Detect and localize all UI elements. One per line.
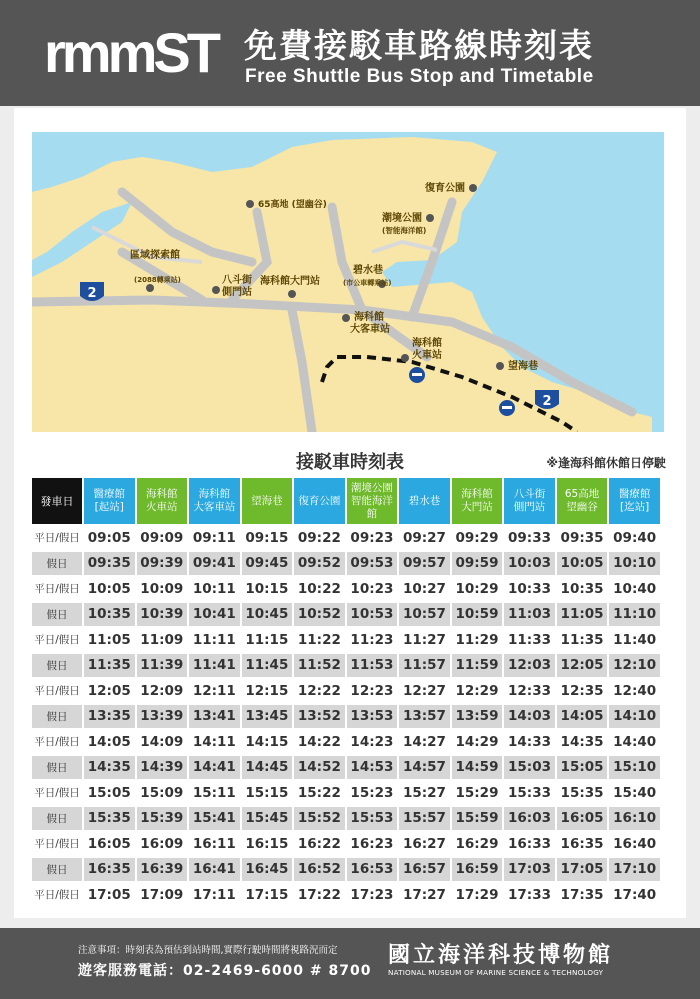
time-cell: 10:52 xyxy=(294,603,345,627)
service-day-cell: 平日/假日 xyxy=(32,679,82,703)
time-cell: 15:33 xyxy=(504,781,555,805)
stop-label-chaojing-sub: (智能海洋館) xyxy=(382,226,427,235)
table-row xyxy=(32,807,660,831)
service-day-cell: 假日 xyxy=(32,705,82,729)
time-cell: 16:40 xyxy=(609,832,660,856)
table-row xyxy=(32,552,660,576)
time-cell: 17:23 xyxy=(347,883,398,907)
time-cell: 11:45 xyxy=(242,654,293,678)
timetable-note: ※逢海科館休館日停駛 xyxy=(546,456,666,470)
time-cell: 15:52 xyxy=(294,807,345,831)
time-cell: 16:39 xyxy=(137,858,188,882)
time-cell: 10:53 xyxy=(347,603,398,627)
time-cell: 09:09 xyxy=(137,526,188,550)
time-cell: 11:39 xyxy=(137,654,188,678)
time-cell: 15:03 xyxy=(504,756,555,780)
time-cell: 16:05 xyxy=(84,832,135,856)
timetable xyxy=(30,476,662,909)
time-cell: 16:52 xyxy=(294,858,345,882)
time-cell: 11:09 xyxy=(137,628,188,652)
time-cell: 14:23 xyxy=(347,730,398,754)
time-cell: 14:03 xyxy=(504,705,555,729)
time-cell: 10:09 xyxy=(137,577,188,601)
service-day-cell: 假日 xyxy=(32,858,82,882)
time-cell: 15:11 xyxy=(189,781,240,805)
stop-label-gate: 海科館大門站 xyxy=(260,276,320,287)
time-cell: 14:53 xyxy=(347,756,398,780)
stop-label-train2: 火車站 xyxy=(412,350,442,361)
time-cell: 13:35 xyxy=(84,705,135,729)
column-header: 海科館 大門站 xyxy=(452,478,503,524)
time-cell: 16:03 xyxy=(504,807,555,831)
time-cell: 14:39 xyxy=(137,756,188,780)
time-cell: 15:41 xyxy=(189,807,240,831)
time-cell: 11:53 xyxy=(347,654,398,678)
svg-text:2: 2 xyxy=(87,286,97,301)
time-cell: 17:03 xyxy=(504,858,555,882)
time-cell: 09:41 xyxy=(189,552,240,576)
column-header: 碧水巷 xyxy=(399,478,450,524)
time-cell: 14:35 xyxy=(84,756,135,780)
time-cell: 16:09 xyxy=(137,832,188,856)
time-cell: 10:10 xyxy=(609,552,660,576)
column-header: 海科館 火車站 xyxy=(137,478,188,524)
timetable-title: 接駁車時刻表 xyxy=(296,452,404,473)
time-cell: 14:45 xyxy=(242,756,293,780)
time-cell: 10:57 xyxy=(399,603,450,627)
time-cell: 11:22 xyxy=(294,628,345,652)
time-cell: 11:05 xyxy=(557,603,608,627)
timetable-body xyxy=(32,526,660,907)
service-day-cell: 假日 xyxy=(32,654,82,678)
time-cell: 15:10 xyxy=(609,756,660,780)
table-row xyxy=(32,628,660,652)
time-cell: 09:23 xyxy=(347,526,398,550)
time-cell: 09:15 xyxy=(242,526,293,550)
time-cell: 10:40 xyxy=(609,577,660,601)
time-cell: 10:35 xyxy=(84,603,135,627)
time-cell: 12:11 xyxy=(189,679,240,703)
time-cell: 15:23 xyxy=(347,781,398,805)
time-cell: 16:15 xyxy=(242,832,293,856)
stop-label-chaojing: 潮境公園 xyxy=(382,213,422,224)
time-cell: 14:10 xyxy=(609,705,660,729)
table-row xyxy=(32,781,660,805)
train-station-icon xyxy=(499,400,515,416)
time-cell: 16:05 xyxy=(557,807,608,831)
train-station-icon xyxy=(409,367,425,383)
time-cell: 11:11 xyxy=(189,628,240,652)
table-row xyxy=(32,883,660,907)
time-cell: 16:59 xyxy=(452,858,503,882)
table-row xyxy=(32,858,660,882)
table-row xyxy=(32,526,660,550)
time-cell: 15:09 xyxy=(137,781,188,805)
time-cell: 10:39 xyxy=(137,603,188,627)
stop-label-bishui-sub: (市公車轉乘站) xyxy=(343,279,392,287)
service-day-cell: 假日 xyxy=(32,807,82,831)
service-day-cell: 平日/假日 xyxy=(32,577,82,601)
time-cell: 09:05 xyxy=(84,526,135,550)
time-cell: 11:33 xyxy=(504,628,555,652)
time-cell: 10:27 xyxy=(399,577,450,601)
time-cell: 16:27 xyxy=(399,832,450,856)
time-cell: 11:05 xyxy=(84,628,135,652)
footer-note: 注意事項：時刻表為預估到站時間,實際行駛時間將視路況而定 xyxy=(78,945,338,956)
logo-text: rmmST xyxy=(44,22,217,84)
stop-label-bishui: 碧水巷 xyxy=(353,265,383,276)
time-cell: 09:29 xyxy=(452,526,503,550)
time-cell: 17:33 xyxy=(504,883,555,907)
time-cell: 14:33 xyxy=(504,730,555,754)
time-cell: 10:23 xyxy=(347,577,398,601)
table-row xyxy=(32,705,660,729)
service-day-cell: 平日/假日 xyxy=(32,730,82,754)
time-cell: 11:10 xyxy=(609,603,660,627)
time-cell: 09:45 xyxy=(242,552,293,576)
stop-label-coach2: 大客車站 xyxy=(350,324,390,335)
table-row xyxy=(32,730,660,754)
time-cell: 16:41 xyxy=(189,858,240,882)
time-cell: 09:33 xyxy=(504,526,555,550)
footer-museum-name-en: NATIONAL MUSEUM OF MARINE SCIENCE & TECHNOLOGY xyxy=(388,968,604,977)
time-cell: 10:33 xyxy=(504,577,555,601)
time-cell: 10:05 xyxy=(557,552,608,576)
time-cell: 16:29 xyxy=(452,832,503,856)
table-row xyxy=(32,832,660,856)
time-cell: 11:23 xyxy=(347,628,398,652)
time-cell: 16:35 xyxy=(84,858,135,882)
column-header: 望海巷 xyxy=(242,478,293,524)
time-cell: 14:35 xyxy=(557,730,608,754)
time-cell: 14:40 xyxy=(609,730,660,754)
table-row xyxy=(32,603,660,627)
time-cell: 11:27 xyxy=(399,628,450,652)
time-cell: 17:05 xyxy=(84,883,135,907)
time-cell: 14:52 xyxy=(294,756,345,780)
time-cell: 10:35 xyxy=(557,577,608,601)
service-day-cell: 假日 xyxy=(32,756,82,780)
service-day-cell: 平日/假日 xyxy=(32,628,82,652)
time-cell: 16:53 xyxy=(347,858,398,882)
time-cell: 10:45 xyxy=(242,603,293,627)
time-cell: 09:22 xyxy=(294,526,345,550)
time-cell: 11:15 xyxy=(242,628,293,652)
time-cell: 14:41 xyxy=(189,756,240,780)
time-cell: 11:35 xyxy=(557,628,608,652)
time-cell: 13:57 xyxy=(399,705,450,729)
time-cell: 17:05 xyxy=(557,858,608,882)
time-cell: 15:27 xyxy=(399,781,450,805)
stop-label-badou2: 側門站 xyxy=(222,287,252,298)
time-cell: 11:35 xyxy=(84,654,135,678)
time-cell: 16:22 xyxy=(294,832,345,856)
column-header: 醫療館 [起站] xyxy=(84,478,135,524)
time-cell: 16:10 xyxy=(609,807,660,831)
service-day-cell: 平日/假日 xyxy=(32,832,82,856)
time-cell: 11:40 xyxy=(609,628,660,652)
time-cell: 15:35 xyxy=(84,807,135,831)
time-cell: 15:05 xyxy=(557,756,608,780)
time-cell: 14:11 xyxy=(189,730,240,754)
time-cell: 09:27 xyxy=(399,526,450,550)
time-cell: 15:40 xyxy=(609,781,660,805)
time-cell: 17:27 xyxy=(399,883,450,907)
time-cell: 15:59 xyxy=(452,807,503,831)
time-cell: 13:59 xyxy=(452,705,503,729)
time-cell: 17:22 xyxy=(294,883,345,907)
time-cell: 16:57 xyxy=(399,858,450,882)
stop-label-badou1: 八斗街 xyxy=(222,275,252,286)
route-2-shield-east xyxy=(535,390,559,409)
time-cell: 10:05 xyxy=(84,577,135,601)
time-cell: 10:03 xyxy=(504,552,555,576)
time-cell: 09:53 xyxy=(347,552,398,576)
time-cell: 16:35 xyxy=(557,832,608,856)
footer-phone: 遊客服務電話：02-2469-6000 # 8700 xyxy=(78,963,372,979)
time-cell: 09:35 xyxy=(84,552,135,576)
time-cell: 16:23 xyxy=(347,832,398,856)
time-cell: 13:45 xyxy=(242,705,293,729)
museum-logo xyxy=(44,22,230,84)
column-header: 八斗街 側門站 xyxy=(504,478,555,524)
svg-text:2: 2 xyxy=(542,394,552,409)
time-cell: 09:59 xyxy=(452,552,503,576)
time-cell: 12:03 xyxy=(504,654,555,678)
time-cell: 13:39 xyxy=(137,705,188,729)
time-cell: 14:27 xyxy=(399,730,450,754)
time-cell: 09:35 xyxy=(557,526,608,550)
time-cell: 16:33 xyxy=(504,832,555,856)
service-day-cell: 假日 xyxy=(32,552,82,576)
time-cell: 09:52 xyxy=(294,552,345,576)
time-cell: 17:40 xyxy=(609,883,660,907)
timetable-header-row xyxy=(32,478,660,524)
time-cell: 15:05 xyxy=(84,781,135,805)
table-row xyxy=(32,679,660,703)
time-cell: 12:35 xyxy=(557,679,608,703)
time-cell: 09:57 xyxy=(399,552,450,576)
time-cell: 15:35 xyxy=(557,781,608,805)
service-day-cell: 平日/假日 xyxy=(32,526,82,550)
time-cell: 17:10 xyxy=(609,858,660,882)
time-cell: 17:35 xyxy=(557,883,608,907)
time-cell: 10:11 xyxy=(189,577,240,601)
time-cell: 13:53 xyxy=(347,705,398,729)
stop-label-area1: 區域探索館 xyxy=(130,250,180,261)
time-cell: 11:52 xyxy=(294,654,345,678)
service-day-cell: 平日/假日 xyxy=(32,781,82,805)
column-header: 海科館 大客車站 xyxy=(189,478,240,524)
time-cell: 14:05 xyxy=(84,730,135,754)
column-header: 醫療館 [迄站] xyxy=(609,478,660,524)
time-cell: 12:05 xyxy=(557,654,608,678)
stop-label-yongde: 復育公園 xyxy=(425,183,465,194)
time-cell: 09:39 xyxy=(137,552,188,576)
time-cell: 14:09 xyxy=(137,730,188,754)
table-row xyxy=(32,654,660,678)
time-cell: 15:22 xyxy=(294,781,345,805)
time-cell: 12:33 xyxy=(504,679,555,703)
stop-label-coach1: 海科館 xyxy=(354,312,384,323)
time-cell: 14:05 xyxy=(557,705,608,729)
time-cell: 16:45 xyxy=(242,858,293,882)
time-cell: 15:15 xyxy=(242,781,293,805)
time-cell: 17:15 xyxy=(242,883,293,907)
column-header: 發車日 xyxy=(32,478,82,524)
service-day-cell: 假日 xyxy=(32,603,82,627)
time-cell: 13:52 xyxy=(294,705,345,729)
time-cell: 12:29 xyxy=(452,679,503,703)
time-cell: 17:29 xyxy=(452,883,503,907)
table-row xyxy=(32,756,660,780)
time-cell: 10:59 xyxy=(452,603,503,627)
time-cell: 12:40 xyxy=(609,679,660,703)
time-cell: 15:39 xyxy=(137,807,188,831)
column-header: 潮境公園 智能海洋館 xyxy=(347,478,398,524)
time-cell: 12:27 xyxy=(399,679,450,703)
page-title: 免費接駁車路線時刻表 xyxy=(244,26,594,65)
time-cell: 14:57 xyxy=(399,756,450,780)
time-cell: 10:29 xyxy=(452,577,503,601)
column-header: 復育公園 xyxy=(294,478,345,524)
time-cell: 15:29 xyxy=(452,781,503,805)
time-cell: 13:41 xyxy=(189,705,240,729)
time-cell: 12:15 xyxy=(242,679,293,703)
time-cell: 11:29 xyxy=(452,628,503,652)
time-cell: 14:59 xyxy=(452,756,503,780)
time-cell: 15:45 xyxy=(242,807,293,831)
time-cell: 12:22 xyxy=(294,679,345,703)
time-cell: 14:15 xyxy=(242,730,293,754)
time-cell: 09:40 xyxy=(609,526,660,550)
footer-museum-name: 國立海洋科技博物館 xyxy=(388,943,614,968)
time-cell: 10:22 xyxy=(294,577,345,601)
time-cell: 11:59 xyxy=(452,654,503,678)
time-cell: 11:57 xyxy=(399,654,450,678)
route-2-shield-west xyxy=(80,282,104,301)
column-header: 65高地 望幽谷 xyxy=(557,478,608,524)
stop-label-65: 65高地 (望幽谷) xyxy=(258,200,327,210)
time-cell: 12:10 xyxy=(609,654,660,678)
route-map xyxy=(32,132,664,432)
time-cell: 11:03 xyxy=(504,603,555,627)
time-cell: 15:57 xyxy=(399,807,450,831)
service-day-cell: 平日/假日 xyxy=(32,883,82,907)
stop-label-wanghai: 望海巷 xyxy=(508,361,538,372)
table-row xyxy=(32,577,660,601)
time-cell: 12:23 xyxy=(347,679,398,703)
time-cell: 10:41 xyxy=(189,603,240,627)
stop-label-area2: (2088轉乘站) xyxy=(134,276,181,284)
time-cell: 12:05 xyxy=(84,679,135,703)
time-cell: 09:11 xyxy=(189,526,240,550)
time-cell: 17:11 xyxy=(189,883,240,907)
time-cell: 14:29 xyxy=(452,730,503,754)
stop-label-train1: 海科館 xyxy=(412,338,442,349)
time-cell: 10:15 xyxy=(242,577,293,601)
page-subtitle: Free Shuttle Bus Stop and Timetable xyxy=(245,66,594,87)
time-cell: 16:11 xyxy=(189,832,240,856)
time-cell: 12:09 xyxy=(137,679,188,703)
time-cell: 11:41 xyxy=(189,654,240,678)
time-cell: 17:09 xyxy=(137,883,188,907)
time-cell: 15:53 xyxy=(347,807,398,831)
time-cell: 14:22 xyxy=(294,730,345,754)
